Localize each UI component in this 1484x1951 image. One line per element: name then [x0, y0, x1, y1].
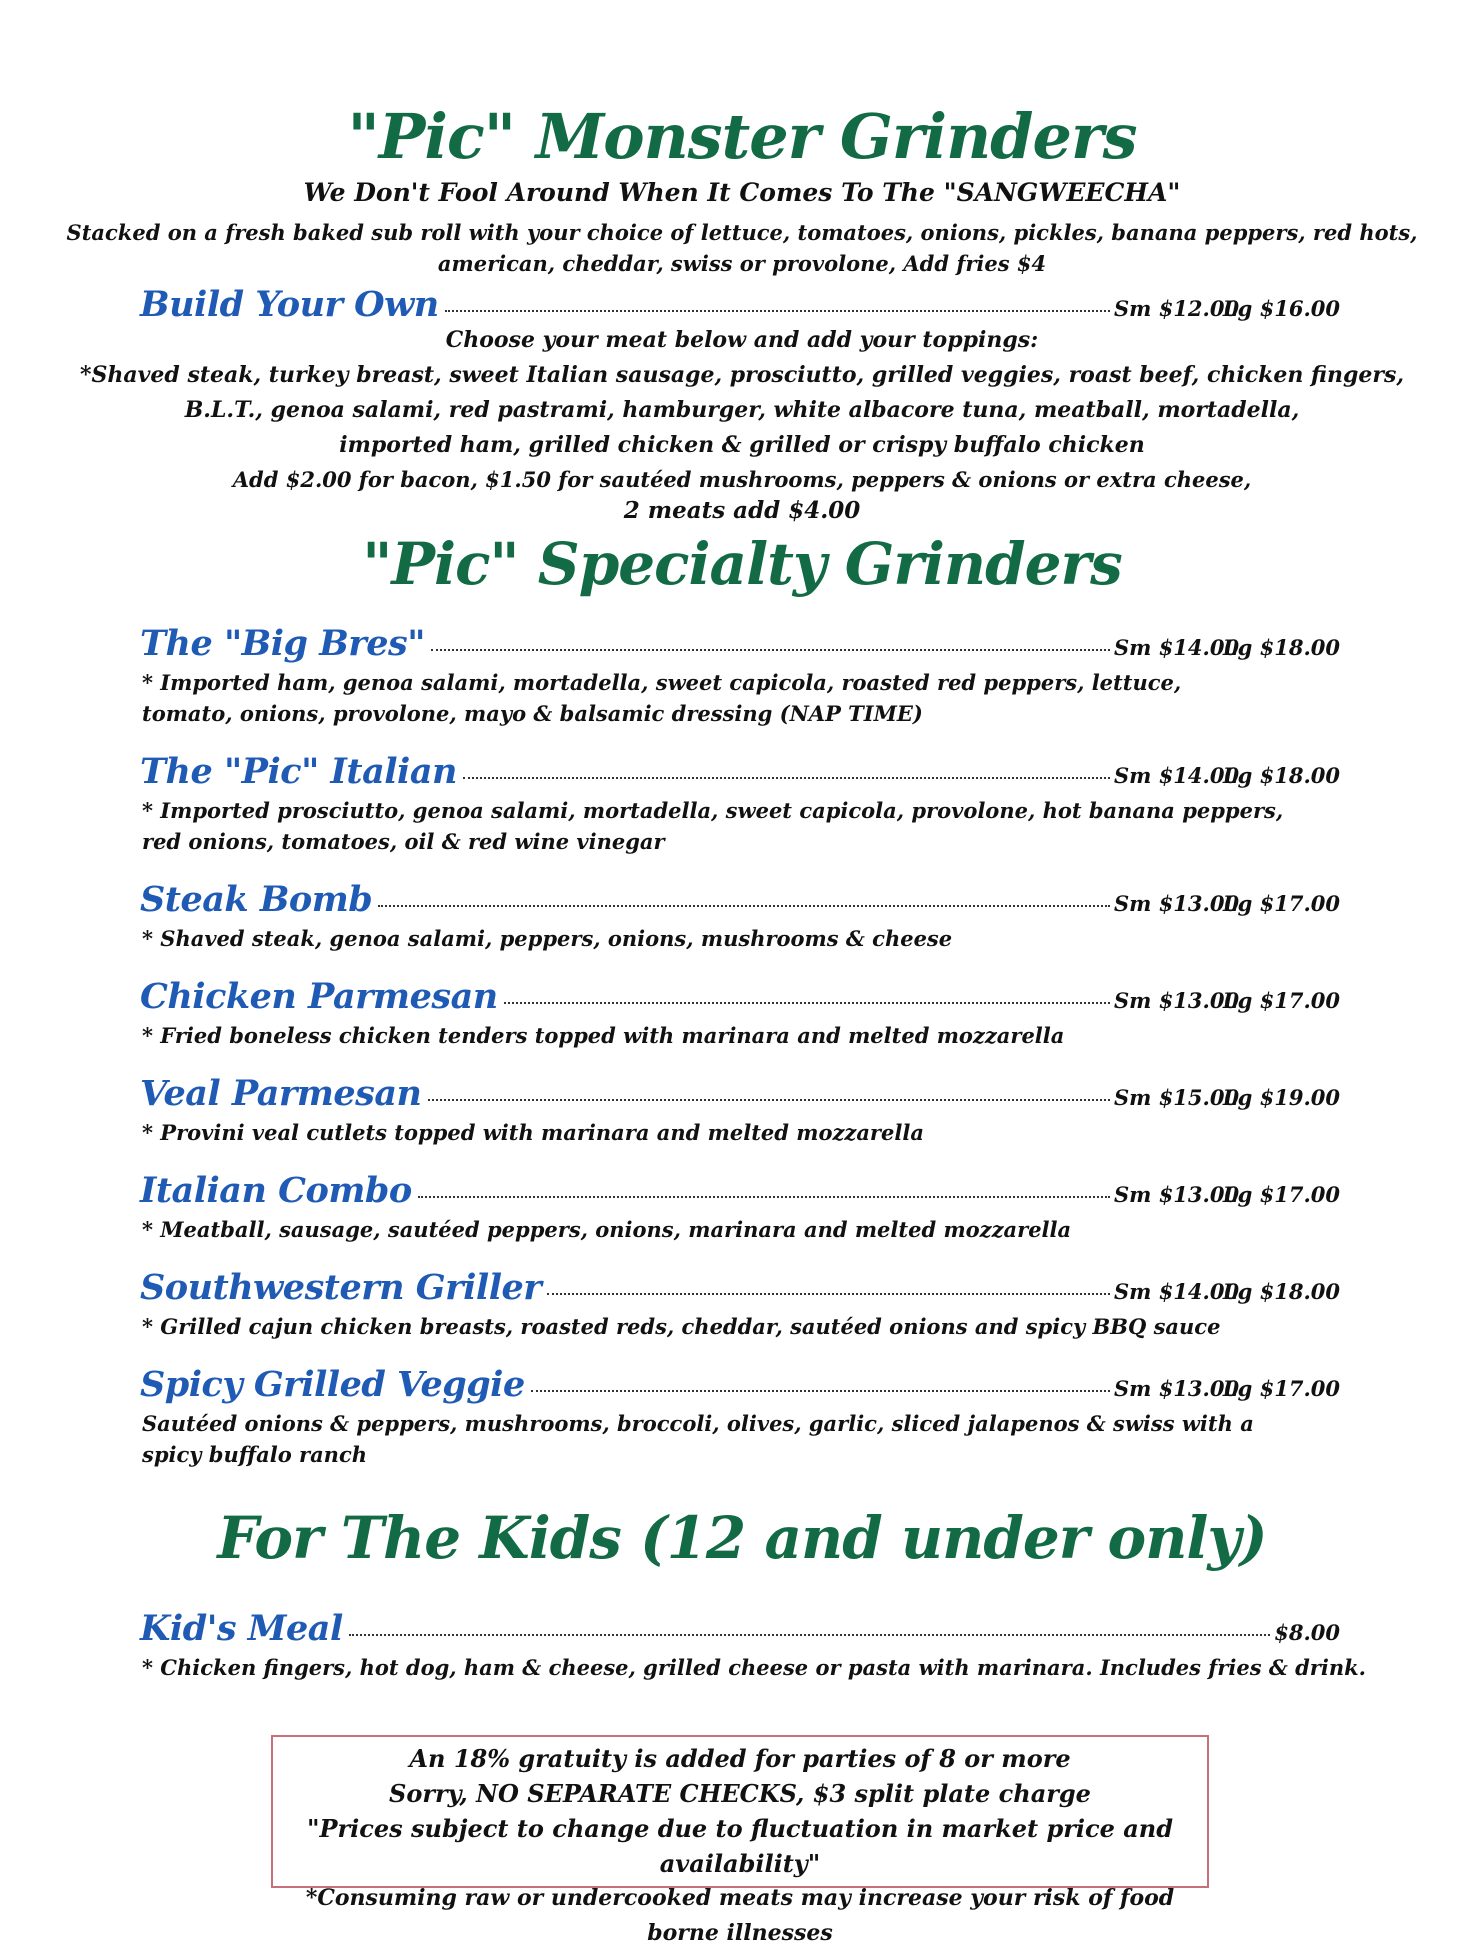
item-description: * Meatball, sausage, sautéed peppers, onions, marinara and melted mozzarella [142, 1217, 1072, 1242]
notice-line-consumption: *Consuming raw or undercooked meats may increase your risk of food borne illnesses [305, 1885, 1175, 1946]
price-large: Lg $16.00 [1222, 296, 1340, 321]
price-large: Lg $19.00 [1222, 1085, 1340, 1110]
price-small: Sm $14.00 [1114, 635, 1240, 660]
item-description [142, 1408, 1254, 1470]
description-line: * Imported prosciutto, genoa salami, mortadella, sweet capicola, provolone, hot banana peppers, [142, 798, 1284, 823]
specialty-grinders-title: "Pic" Specialty Grinders [362, 530, 1122, 598]
price-large: Lg $18.00 [1222, 635, 1340, 660]
price-large: Lg $17.00 [1222, 891, 1340, 916]
item-name: Chicken Parmesan [140, 976, 498, 1017]
item-description: * Shaved steak, genoa salami, peppers, onions, mushrooms & cheese [142, 926, 953, 951]
choose-meat-text: Choose your meat below and add your toppings: [445, 327, 1039, 353]
menu-item-southwestern-griller [140, 1267, 1340, 1308]
menu-item-chicken-parmesan [140, 976, 1340, 1017]
leader-dots [431, 649, 1110, 651]
leader-dots [445, 310, 1110, 312]
notice-line-gratuity: An 18% gratuity is added for parties of 8 or more [409, 1744, 1071, 1773]
item-description: * Fried boneless chicken tenders topped with marinara and melted mozzarella [142, 1023, 1065, 1048]
two-meats-text: 2 meats add $4.00 [623, 497, 861, 524]
menu-item-kids-meal [140, 1608, 1340, 1649]
price: $8.00 [1274, 1620, 1340, 1645]
description-line: * Imported ham, genoa salami, mortadella, sweet capicola, roasted red peppers, lettuce, [142, 670, 1182, 695]
price-large: Lg $18.00 [1222, 763, 1340, 788]
monster-grinders-title: "Pic" Monster Grinders [347, 100, 1137, 173]
price-small: Sm $13.00 [1114, 1182, 1240, 1207]
meat-list-line-2: B.L.T., genoa salami, red pastrami, hamburger, white albacore tuna, meatball, mortadella, [184, 397, 1300, 423]
meat-list-line-3: imported ham, grilled chicken & grilled or crispy buffalo chicken [339, 432, 1145, 458]
leader-dots [349, 1634, 1270, 1636]
price-small: Sm $13.00 [1114, 891, 1240, 916]
item-description: * Provini veal cutlets topped with marinara and melted mozzarella [142, 1120, 924, 1145]
item-name: Spicy Grilled Veggie [140, 1364, 525, 1405]
price-small: Sm $13.00 [1114, 988, 1240, 1013]
item-name: Veal Parmesan [140, 1073, 422, 1114]
monster-intro-line-1: Stacked on a fresh baked sub roll with your choice of lettuce, tomatoes, onions, pickles, banana peppers, red hots, [66, 220, 1418, 245]
leader-dots [378, 905, 1110, 907]
price-small: Sm $14.00 [1114, 763, 1240, 788]
leader-dots [504, 1002, 1110, 1004]
menu-item-big-bres [140, 623, 1340, 664]
kids-title: For The Kids (12 and under only) [217, 1504, 1267, 1572]
menu-item-steak-bomb [140, 879, 1340, 920]
price-large: Lg $18.00 [1222, 1279, 1340, 1304]
item-name: Steak Bomb [140, 879, 373, 920]
item-name: The "Pic" Italian [140, 751, 457, 792]
notice-line-checks: Sorry, NO SEPARATE CHECKS, $3 split plate charge [389, 1779, 1091, 1808]
price-small: Sm $12.00 [1114, 296, 1240, 321]
leader-dots [463, 777, 1110, 779]
price-large: Lg $17.00 [1222, 1182, 1340, 1207]
meat-list-line-1: *Shaved steak, turkey breast, sweet Italian sausage, prosciutto, grilled veggies, roast beef, chicken fingers, [79, 362, 1405, 388]
item-name: Build Your Own [140, 284, 439, 325]
item-description [142, 667, 1181, 729]
leader-dots [531, 1390, 1110, 1392]
addons-text: Add $2.00 for bacon, $1.50 for sautéed mushrooms, peppers & onions or extra cheese, [232, 467, 1252, 492]
leader-dots [418, 1196, 1110, 1198]
menu-item-veal-parmesan [140, 1073, 1340, 1114]
item-name: Kid's Meal [140, 1608, 343, 1649]
description-line: spicy buffalo ranch [142, 1442, 368, 1467]
price-large: Lg $17.00 [1222, 988, 1340, 1013]
price-large: Lg $17.00 [1222, 1376, 1340, 1401]
leader-dots [428, 1099, 1111, 1101]
menu-item-build-your-own [140, 284, 1340, 325]
description-line: Sautéed onions & peppers, mushrooms, broccoli, olives, garlic, sliced jalapenos & swiss with a [142, 1411, 1254, 1436]
menu-item-pic-italian [140, 751, 1340, 792]
leader-dots [547, 1293, 1110, 1295]
price-small: Sm $13.00 [1114, 1376, 1240, 1401]
item-name: Southwestern Griller [140, 1267, 542, 1308]
item-description: * Chicken fingers, hot dog, ham & cheese, grilled cheese or pasta with marinara. Includes fries & drink. [142, 1655, 1366, 1680]
item-description: * Grilled cajun chicken breasts, roasted reds, cheddar, sautéed onions and spicy BBQ sauce [142, 1314, 1221, 1339]
item-name: The "Big Bres" [140, 623, 425, 664]
description-line: red onions, tomatoes, oil & red wine vinegar [142, 829, 665, 854]
price-small: Sm $14.00 [1114, 1279, 1240, 1304]
menu-item-italian-combo [140, 1170, 1340, 1211]
price-small: Sm $15.00 [1114, 1085, 1240, 1110]
item-name: Italian Combo [140, 1170, 412, 1211]
monster-intro-line-2: american, cheddar, swiss or provolone, Add fries $4 [437, 251, 1047, 276]
notice-line-prices: "Prices subject to change due to fluctuation in market price and availability" [306, 1814, 1174, 1878]
policy-notice-box [271, 1735, 1209, 1946]
monster-tagline: We Don't Fool Around When It Comes To The "SANGWEECHA" [303, 178, 1181, 207]
menu-item-spicy-grilled-veggie [140, 1364, 1340, 1405]
item-description [142, 795, 1283, 857]
description-line: tomato, onions, provolone, mayo & balsamic dressing (NAP TIME) [142, 701, 923, 726]
